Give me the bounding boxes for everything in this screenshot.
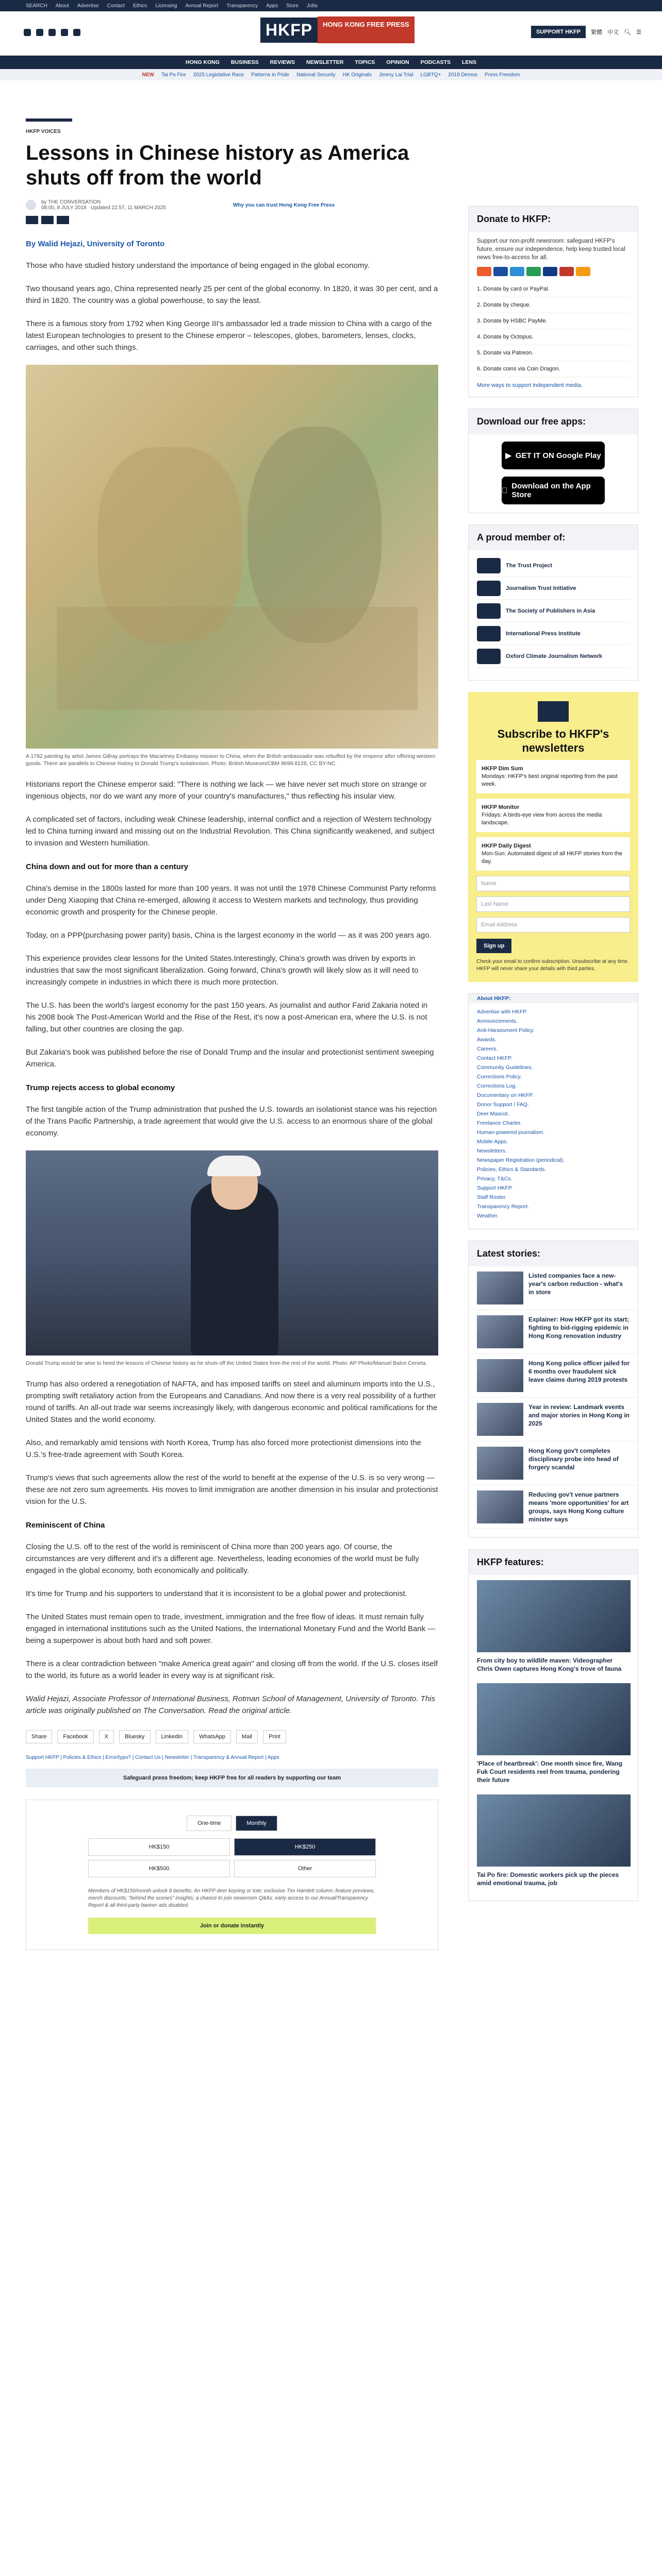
paypal-icon <box>543 267 557 276</box>
trending-item[interactable]: LGBTQ+ <box>420 72 441 78</box>
contact-link[interactable]: Contact <box>107 3 125 9</box>
paragraph: China's demise in the 1800s lasted for more than 100 years. It was not until the 1978 Chinese Communist Party reforms under Deng Xiaoping that China re-emerged, allowing it access to Western markets and technology, thus providing economic growth and prosperity for the Chinese people. <box>26 884 436 917</box>
avatar <box>26 200 36 210</box>
paragraph: The first tangible action of the Trump administration that pushed the U.S. towards an isolationist stance was his rejection of the Trans Pacific Partnership, a trade agreement that would give the U.S. access to an enormous share of the global economy. <box>26 1105 437 1138</box>
share-row <box>26 1730 438 1743</box>
about-link[interactable]: Newspaper Registration (periodical). <box>477 1157 565 1163</box>
latest-story[interactable] <box>469 1310 638 1354</box>
share-bluesky[interactable]: Bluesky <box>119 1730 151 1743</box>
about-link[interactable]: Donor Support / FAQ. <box>477 1101 529 1108</box>
amount-250[interactable]: HK$250 <box>234 1838 376 1856</box>
feature-image <box>477 1683 631 1755</box>
publish-date: 08:00, 8 JULY 2018 <box>41 205 87 211</box>
newsletter-name: HKFP Dim Sum <box>482 766 523 772</box>
google-play-icon: ▶ <box>505 451 511 460</box>
apple-icon <box>502 486 507 495</box>
lang-traditional[interactable]: 繁體 <box>591 29 603 36</box>
story-title: Reducing gov't venue partners means 'more opportunities' for art groups, says Hong Kong culture minister says <box>528 1491 629 1523</box>
member-logo[interactable] <box>477 622 630 645</box>
paragraph: There is a famous story from 1792 when King George III's ambassador led a trade mission to China with a cargo of the latest European technologies to present to the Chinese emperor – telescopes, globes, barometers, lenses, clocks, carriages, and other such things. <box>26 319 432 352</box>
nav-reviews[interactable]: REVIEWS <box>270 59 295 65</box>
features-title: HKFP features: <box>469 1550 638 1575</box>
app-store-label: Download on the App Store <box>506 482 585 499</box>
about-link[interactable]: Contact HKFP. <box>477 1055 512 1061</box>
email-field[interactable]: Email Address <box>476 917 630 933</box>
newsletter-option[interactable] <box>476 799 630 832</box>
member-logo[interactable] <box>477 645 630 668</box>
member-logo[interactable] <box>477 554 630 577</box>
google-play-button[interactable] <box>502 442 605 469</box>
newsletter-desc: Mon-Sun: Automated digest of all HKFP stories from the day. <box>482 851 623 865</box>
figure-caption: Donald Trump would be wise to heed the lessons of Chinese history as he shuts off the United States from the rest of the world. Photo: AP Photo/Manuel Balce Ceneta. <box>26 1360 427 1366</box>
member-name: The Society of Publishers in Asia <box>506 607 595 614</box>
story-thumbnail <box>477 1447 523 1480</box>
amex-icon <box>510 267 524 276</box>
amount-other[interactable]: Other <box>234 1860 376 1877</box>
member-logo[interactable] <box>477 577 630 600</box>
nav-podcasts[interactable]: PODCASTS <box>420 59 451 65</box>
mastercard-icon <box>477 267 491 276</box>
byline <box>26 199 438 211</box>
freq-monthly[interactable]: Monthly <box>236 1816 277 1831</box>
annual-report-link[interactable]: Annual Report <box>185 3 219 9</box>
latest-story[interactable] <box>469 1485 638 1529</box>
site-header <box>0 11 662 56</box>
newsletter-box <box>468 692 638 982</box>
facebook-icon[interactable] <box>24 29 31 36</box>
amount-500[interactable]: HK$500 <box>88 1860 230 1877</box>
utility-bar <box>0 0 662 11</box>
section-heading: China down and out for more than a century <box>26 862 189 871</box>
trending-item[interactable]: National Security <box>296 72 336 78</box>
paragraph: Today, on a PPP(purchasing power parity) basis, China is the largest economy in the world — as it was 200 years ago. <box>26 931 432 940</box>
about-link[interactable]: Newsletters. <box>477 1148 507 1154</box>
feature-story[interactable] <box>469 1575 638 1678</box>
search-icon[interactable]: 🔍︎ <box>624 29 632 36</box>
updated-date: Updated 22:57, 11 MARCH 2025 <box>90 205 166 211</box>
story-thumbnail <box>477 1403 523 1436</box>
figure-caption: A 1792 painting by artist James Gillray portrays the Macartney Embassy mission to China, when the British ambassador was rebuffed by the emperor after offering western goods. There are parallels to Chinese history to Donald Trump's isolationism. Photo: British Museum/CBM 8699.8128, CC BY-NC. <box>26 753 436 767</box>
apps-link[interactable]: Apps <box>266 3 278 9</box>
about-link[interactable]: Awards. <box>477 1037 496 1043</box>
visa-icon <box>493 267 508 276</box>
about-link[interactable]: Weather. <box>477 1213 499 1219</box>
payme-icon <box>559 267 574 276</box>
octopus-icon <box>576 267 590 276</box>
latest-story[interactable] <box>469 1266 638 1310</box>
paragraph: Trump's views that such agreements allow the rest of the world to benefit at the expense of the U.S. is so very wrong — these are not zero sum agreements. His moves to limit immigration are another dimension in his insular and protectionist vision for the U.S. <box>26 1473 438 1506</box>
member-name: International Press Institute <box>506 630 581 637</box>
subscribe-title: Subscribe to HKFP's newsletters <box>497 727 609 754</box>
donate-title: Donate to HKFP: <box>469 207 638 232</box>
article-title: Lessons in Chinese history as America shuts off from the world <box>26 142 409 189</box>
newsletter-option[interactable] <box>476 760 630 793</box>
support-button[interactable]: SUPPORT HKFP <box>531 26 586 38</box>
donate-option[interactable]: 3. Donate by HSBC PayMe. <box>477 313 630 329</box>
share-facebook[interactable]: Facebook <box>57 1730 93 1743</box>
trending-item[interactable]: Jimmy Lai Trial <box>378 72 413 78</box>
signup-button[interactable]: Sign up <box>476 939 511 953</box>
paragraph: Those who have studied history understand the importance of being engaged in the global economy. <box>26 261 370 270</box>
member-name: Oxford Climate Journalism Network <box>506 653 603 659</box>
features-box <box>468 1549 638 1901</box>
newsletter-option[interactable] <box>476 837 630 871</box>
join-button[interactable]: Join or donate instantly <box>88 1918 376 1934</box>
trending-label: NEW <box>142 72 154 78</box>
rss-icon[interactable] <box>73 29 80 36</box>
donate-option[interactable]: 1. Donate by card or PayPal. <box>477 281 630 297</box>
share-x[interactable]: X <box>99 1730 114 1743</box>
amount-150[interactable]: HK$150 <box>88 1838 230 1856</box>
feature-title: From city boy to wildlife maven: Videographer Chris Owen captures Hong Kong's trove of fauna <box>477 1657 622 1672</box>
byline-source[interactable]: by THE CONVERSATION <box>41 199 101 205</box>
whatsapp-share-icon[interactable] <box>57 216 69 224</box>
feature-title: 'Place of heartbreak': One month since fire, Wang Fuk Court residents reel from trauma, pondering their future <box>477 1760 622 1784</box>
members-title: A proud member of: <box>469 525 638 550</box>
trump-photo[interactable] <box>26 1150 438 1355</box>
name-field[interactable]: Name <box>476 876 630 891</box>
paragraph: A complicated set of factors, including weak Chinese leadership, internal conflict and a rejection of Western technology led to China turning inward and missing out on the Industrial Revolution. This China significantly weakened, and subject to invasion and Western humiliation. <box>26 815 435 848</box>
paragraph: The United States must remain open to trade, investment, immigration and the free flow of ideas. It must remain fully engaged in international institutions such as the United Nations, the International Monetary Fund and the World Bank — being a superpower is about both hard and soft power. <box>26 1613 436 1645</box>
donate-option[interactable]: 6. Donate coins via Coin Dragon. <box>477 361 630 377</box>
donate-option[interactable]: 4. Donate by Octopus. <box>477 329 630 345</box>
feature-story[interactable] <box>469 1789 638 1892</box>
about-link[interactable]: About <box>55 3 69 9</box>
figure-trump <box>26 1150 438 1367</box>
donate-widget <box>26 1800 438 1950</box>
paragraph: This experience provides clear lessons for the United States.Interestingly, China's growth was driven by exports in industries that saw the most significant liberalization. Going forward, China's growth will likely slow as it will need to increasingly compete in industries in which there is much more protection. <box>26 954 419 987</box>
feature-image <box>477 1580 631 1652</box>
x-share-icon[interactable] <box>41 216 54 224</box>
newsletter-desc: Mondays: HKFP's best original reporting from the past week. <box>482 773 618 787</box>
about-link[interactable]: Support HKFP. <box>477 1185 513 1191</box>
donate-text[interactable]: Support our non-profit newsroom: safeguard HKFP's future, ensure our independence, help keep trusted local news free-to-access for all. <box>477 238 625 261</box>
about-link[interactable]: Freelance Charter. <box>477 1120 522 1126</box>
more-ways-link[interactable]: More ways to support independent media. <box>477 382 583 388</box>
x-icon[interactable] <box>36 29 43 36</box>
story-title: Hong Kong police officer jailed for 6 months over fraudulent sick leave claims during 2019 protests <box>528 1360 630 1383</box>
feature-story[interactable] <box>469 1678 638 1789</box>
transparency-link[interactable]: Transparency <box>226 3 258 9</box>
latest-box <box>468 1241 638 1538</box>
youtube-icon[interactable] <box>61 29 68 36</box>
facebook-share-icon[interactable] <box>26 216 38 224</box>
about-link[interactable]: Deer Mascot. <box>477 1111 509 1117</box>
nav-opinion[interactable]: OPINION <box>386 59 409 65</box>
search-link[interactable]: SEARCH <box>26 3 47 9</box>
trending-item[interactable]: Press Freedom <box>485 72 520 78</box>
share-label: Share <box>26 1730 52 1743</box>
nav-business[interactable]: BUSINESS <box>230 59 259 65</box>
about-link[interactable]: Corrections Log. <box>477 1083 517 1089</box>
paragraph: Also, and remarkably amid tensions with North Korea, Trump has also forced more protectionist dimensions into the U.S.'s free-trade agreement with South Korea. <box>26 1438 422 1459</box>
menu-icon[interactable]: ☰ <box>636 29 641 36</box>
feature-title: Tai Po fire: Domestic workers pick up the pieces amid emotional trauma, job <box>477 1871 619 1887</box>
gillray-painting[interactable] <box>26 365 438 749</box>
site-logo[interactable] <box>260 16 415 43</box>
nav-hong-kong[interactable]: HONG KONG <box>186 59 220 65</box>
apps-box <box>468 409 638 513</box>
story-thumbnail <box>477 1315 523 1348</box>
share-linkedin[interactable]: LinkedIn <box>156 1730 189 1743</box>
google-play-label: GET IT ON Google Play <box>515 451 601 460</box>
story-thumbnail <box>477 1359 523 1392</box>
envelope-icon <box>538 701 569 722</box>
story-thumbnail <box>477 1272 523 1304</box>
trending-bar <box>0 69 662 80</box>
paragraph: The U.S. has been the world's largest economy for the past 150 years. As journalist and author Farid Zakaria noted in his 2008 book The Post-American World and the Rise of the Rest, it's now a post-American era, where the U.S. is not falling, but other countries are closing the gap. <box>26 1001 428 1033</box>
paragraph: Trump has also ordered a renegotiation of NAFTA, and has imposed tariffs on steel and aluminum imports into the U.S., prompting swift retaliatory action from the Europeans and Canadians. And now there is a very real possibility of a further round of tariffs. An all-out trade war seems increasingly likely, with dangerous economic and political ramifications for the United States and the world economy. <box>26 1380 438 1424</box>
about-link[interactable]: Documentary on HKFP. <box>477 1092 534 1098</box>
main-nav <box>0 56 662 69</box>
figure-gillray <box>26 365 438 767</box>
jcb-icon <box>526 267 541 276</box>
about-link[interactable]: Human-powered journalism. <box>477 1129 545 1136</box>
story-thumbnail <box>477 1490 523 1523</box>
ethics-link[interactable]: Ethics <box>133 3 147 9</box>
advertise-link[interactable]: Advertise <box>77 3 99 9</box>
member-name: The Trust Project <box>506 562 552 569</box>
share-mail[interactable]: Mail <box>236 1730 258 1743</box>
paragraph: But Zakaria's book was published before the rise of Donald Trump and the insular and protectionist sentiment sweeping America. <box>26 1048 434 1069</box>
trending-item[interactable]: 2019 Demos <box>448 72 477 78</box>
paragraph: Two thousand years ago, China represented nearly 25 per cent of the global economy. In 1820, it was 30 per cent, and a third in 1820. The country was a global powerhouse, to say the least. <box>26 284 438 305</box>
member-perks: Members of HK$150/month unlock 8 benefits: An HKFP deer keyring or tote; exclusive Tim Hamlett column; feature previews; merch discounts; "behind the scenes" insights; a chance to join newsroom Q&As; early access to our Annual/Transparency Report & all third-party banner ads disabled. <box>88 1888 375 1908</box>
about-link[interactable]: Careers. <box>477 1046 498 1052</box>
support-cta[interactable]: Safeguard press freedom; keep HKFP free for all readers by supporting our team <box>26 1769 438 1787</box>
signup-fine-print: Check your email to confirm subscription. Unsubscribe at any time. HKFP will never share your details with third parties. <box>476 959 629 972</box>
about-link[interactable]: Transparency Report. <box>477 1204 529 1210</box>
paragraph: It's time for Trump and his supporters to understand that it is inconsistent to be a global power and protectionist. <box>26 1589 407 1598</box>
store-link[interactable]: Store <box>286 3 299 9</box>
about-box <box>468 993 638 1229</box>
licensing-link[interactable]: Licensing <box>155 3 177 9</box>
member-logo[interactable] <box>477 600 630 622</box>
feature-image <box>477 1794 631 1867</box>
share-print[interactable]: Print <box>263 1730 286 1743</box>
about-link[interactable]: Advertise with HKFP. <box>477 1009 527 1015</box>
trending-item[interactable]: Tai Po Fire <box>161 72 186 78</box>
freq-one-time[interactable]: One-time <box>187 1816 231 1831</box>
about-link[interactable]: Privacy, T&Cs. <box>477 1176 512 1182</box>
nav-lens[interactable]: LENS <box>461 59 476 65</box>
member-name: Journalism Trust Initiative <box>506 585 576 591</box>
author-line[interactable]: By Walid Hejazi, University of Toronto <box>26 240 165 248</box>
members-box <box>468 524 638 681</box>
sidebar <box>468 206 638 1912</box>
logo-mark: HKFP <box>260 18 318 43</box>
donate-option[interactable]: 2. Donate by cheque. <box>477 297 630 313</box>
trending-item[interactable]: HK Originals <box>342 72 372 78</box>
last-name-field[interactable]: Last Name <box>476 896 630 912</box>
paragraph: Closing the U.S. off to the rest of the world is reminiscent of China more than 200 years ago. Of course, the circumstances are very different and it's a different age. Nevertheless, leading economies of the world must be fully engaged in the global economy, both economically and politically. <box>26 1543 419 1575</box>
apps-title: Download our free apps: <box>469 409 638 434</box>
lang-chinese[interactable]: 中文 <box>607 29 619 36</box>
logo-tagline: HONG KONG FREE PRESS <box>318 16 415 43</box>
about-link[interactable]: Mobile Apps. <box>477 1139 508 1145</box>
about-link[interactable]: Announcements. <box>477 1018 518 1024</box>
about-link[interactable]: Community Guidelines. <box>477 1064 533 1071</box>
instagram-icon[interactable] <box>48 29 56 36</box>
section-heading: Trump rejects access to global economy <box>26 1083 175 1092</box>
payment-icons <box>469 262 638 281</box>
share-buttons <box>26 216 438 224</box>
paragraph: There is a clear contradiction between "make America great again" and closing off from the world. If the U.S. closes itself to the world, its future as a world leader in every way is at significant risk. <box>26 1659 438 1680</box>
divider <box>26 118 72 122</box>
about-link[interactable]: Corrections Policy. <box>477 1074 522 1080</box>
social-icons <box>24 29 80 36</box>
section-heading: Reminiscent of China <box>26 1521 105 1530</box>
donate-option[interactable]: 5. Donate via Patreon. <box>477 345 630 361</box>
about-link[interactable]: Policies, Ethics & Standards. <box>477 1166 547 1173</box>
paragraph: Historians report the Chinese emperor said: "There is nothing we lack — we have never set much store on strange or ingenious objects, nor do we want any more of your country's manufactures," thus reflecting his insular view. <box>26 780 427 801</box>
trending-item[interactable]: 2025 Legislative Race <box>193 72 244 78</box>
story-title: Year in review: Landmark events and major stories in Hong Kong in 2025 <box>528 1403 630 1427</box>
article-kicker[interactable]: HKFP VOICES <box>26 129 61 134</box>
jobs-link[interactable]: Jobs <box>306 3 318 9</box>
author-bio: Walid Hejazi, Associate Professor of International Business, Rotman School of Management, University of Toronto. This article was originally published on The Conversation. Read the original article. <box>26 1694 435 1715</box>
about-link[interactable]: Anti-Harassment Policy. <box>477 1027 535 1033</box>
story-title: Explainer: How HKFP got its start; fighting to bid-rigging epidemic in Hong Kong renovation industry <box>528 1316 630 1340</box>
latest-story[interactable] <box>469 1442 638 1485</box>
article <box>26 88 438 1950</box>
trust-link[interactable]: Why you can trust Hong Kong Free Press <box>233 202 335 208</box>
about-title: About HKFP: <box>469 994 638 1003</box>
share-whatsapp[interactable]: WhatsApp <box>193 1730 231 1743</box>
nav-newsletter[interactable]: NEWSLETTER <box>306 59 344 65</box>
newsletter-desc: Fridays: A birds-eye view from across the media landscape. <box>482 812 602 826</box>
latest-story[interactable] <box>469 1354 638 1398</box>
newsletter-name: HKFP Daily Digest <box>482 843 531 849</box>
story-title: Hong Kong gov't completes disciplinary probe into head of forgery scandal <box>528 1447 619 1471</box>
newsletter-name: HKFP Monitor <box>482 804 520 810</box>
donate-box <box>468 206 638 397</box>
latest-title: Latest stories: <box>469 1241 638 1266</box>
about-link[interactable]: Staff Roster. <box>477 1194 507 1200</box>
latest-story[interactable] <box>469 1398 638 1442</box>
nav-topics[interactable]: TOPICS <box>355 59 375 65</box>
trending-item[interactable]: Patterns in Pride <box>251 72 290 78</box>
app-store-button[interactable] <box>502 477 605 504</box>
support-links[interactable]: Support HKFP | Policies & Ethics | Error/typo? | Contact Us | Newsletter | Transparency & Annual Report | Apps <box>26 1755 279 1760</box>
story-title: Listed companies face a new-year's carbon reduction - what's in store <box>528 1272 623 1296</box>
